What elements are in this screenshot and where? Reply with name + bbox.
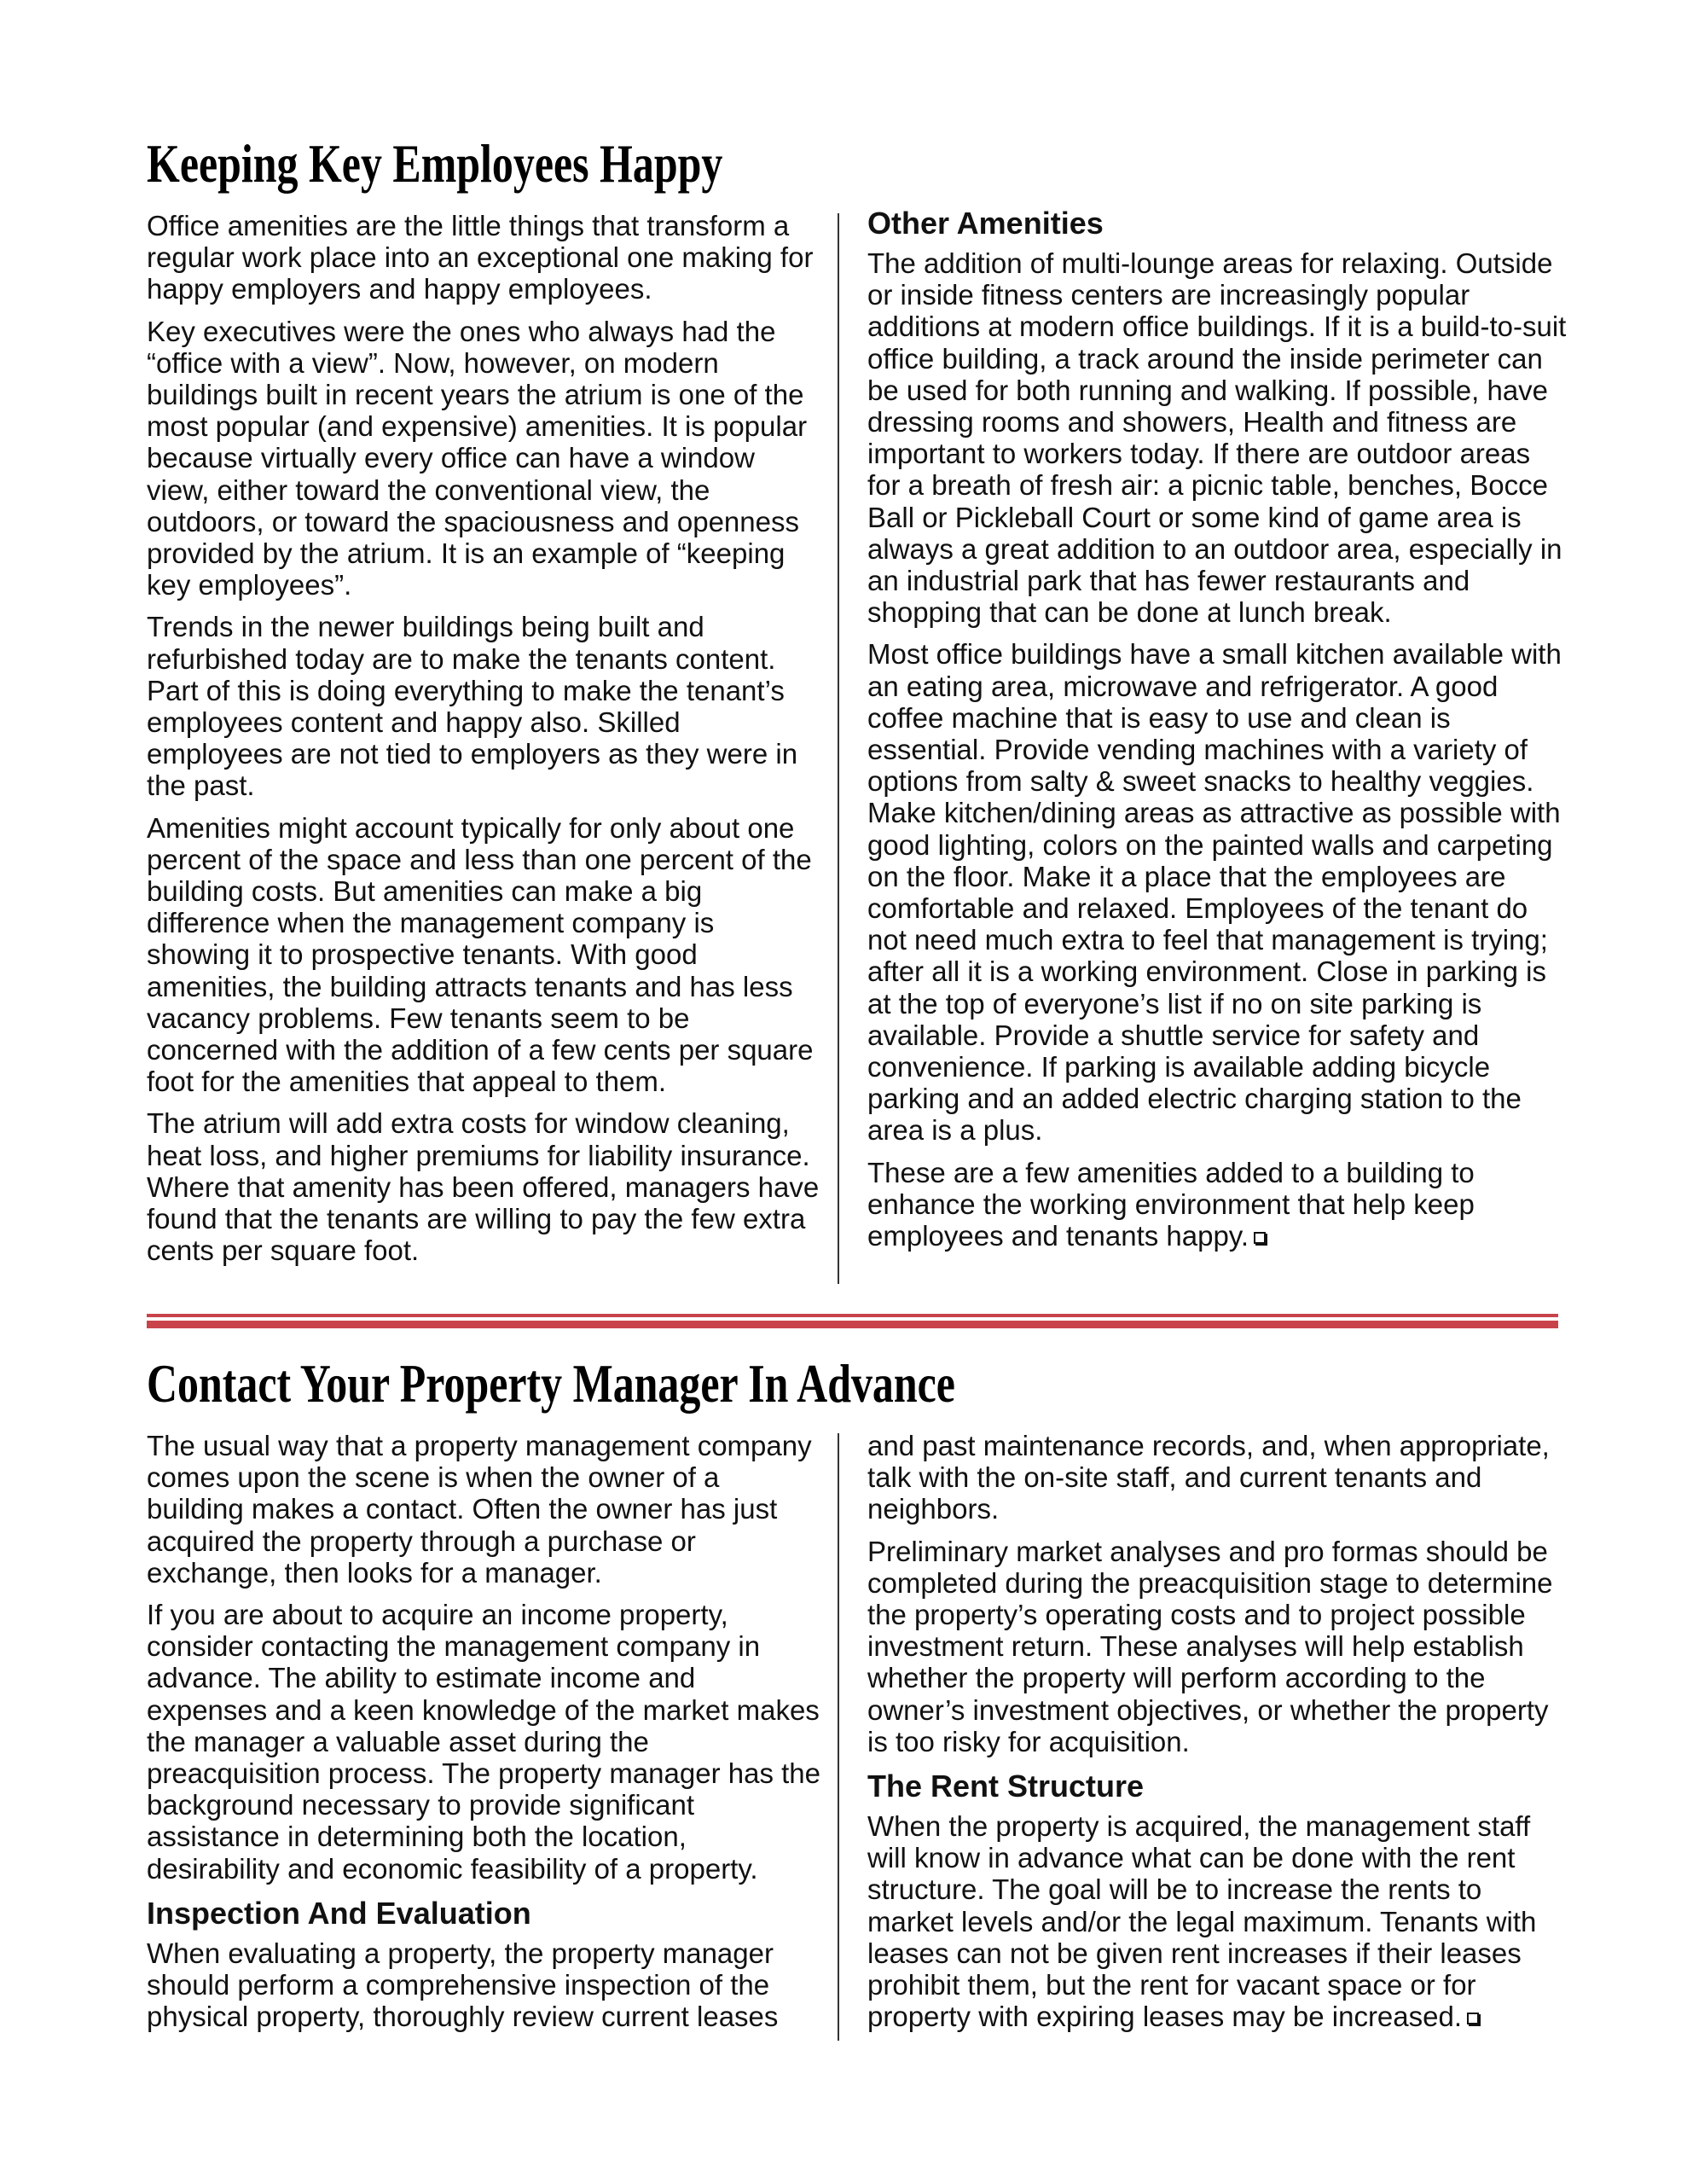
article-title-contact-property-manager: Contact Your Property Manager In Advance [147,1353,955,1414]
paragraph-with-endmark [867,1810,1567,2032]
column-rule [838,213,839,1284]
paragraph-text: These are a few amenities added to a building to enhance the working environment that help keep employees and tenants happy. [867,1156,1475,1252]
paragraph: Office amenities are the little things that transform a regular work place into an exceptional one making for happy employers and happy employees. [147,210,814,305]
section-heading-inspection-evaluation: Inspection And Evaluation [147,1895,531,1931]
paragraph: The usual way that a property management company comes upon the scene is when the owner of a building makes a contact. Often the owner has just acquired the property through a purchase or exchange, then looks for a manager. [147,1430,812,1589]
paragraph: and past maintenance records, and, when appropriate, talk with the on-site staff, and current tenants and neighbors. [867,1430,1550,1525]
end-of-article-box-icon [1467,2013,1479,2024]
article2-right-column [867,1430,1567,2042]
article2-left-column [147,1430,820,2042]
section-divider-thick-bar [147,1321,1558,1328]
article1-right-column [867,205,1567,1262]
paragraph: Key executives were the ones who always had the “office with a view”. Now, however, on modern buildings built in recent years the atrium is one of the most popular (and expensive) amenities. It is popular because virtually every office can have a window view, either toward the conventional view, the outdoors, or toward the spaciousness and openness provided by the atrium. It is an example of “keeping key employees”. [147,315,808,601]
paragraph: Preliminary market analyses and pro formas should be completed during the preacquisition stage to determine the property’s operating costs and to project possible investment return. These analyses will help establish whether the property will perform according to the owner’s investment objectives, or whether the property is too risky for acquisition. [867,1535,1553,1757]
section-heading-rent-structure: The Rent Structure [867,1769,1145,1804]
end-of-article-box-icon [1254,1232,1266,1244]
column-rule [838,1433,839,2041]
paragraph-with-endmark [867,1157,1567,1252]
paragraph: Amenities might account typically for only about one percent of the space and less than one percent of the building costs. But amenities can make a big difference when the management company is showing it to prospective tenants. With good amenities, the building attracts tenants and has less vacancy problems. Few tenants seem to be concerned with the addition of a few cents per square foot for the amenities that appeal to them. [147,811,814,1098]
article-title-keeping-key-employees: Keeping Key Employees Happy [147,133,723,194]
paragraph: When evaluating a property, the property manager should perform a comprehensive inspection of the physical property, thoroughly review current leases [147,1937,779,2033]
paragraph: Trends in the newer buildings being built and refurbished today are to make the tenants content. Part of this is doing everything to make the tenant’s employees content and happy also. Skilled employees are not tied to employers as they were in the past. [147,611,798,802]
paragraph: Most office buildings have a small kitchen available with an eating area, microwave and refrigerator. A good coffee machine that is easy to use and clean is essential. Provide vending machines with a variety of options from salty & sweet snacks to healthy veggies. Make kitchen/dining areas as attractive as possible with good lighting, colors on the painted walls and carpeting on the floor. Make it a place that the employees are comfortable and relaxed. Employees of the tenant do not need much extra to feel that management is trying; after all it is a working environment. Close in parking is at the top of everyone’s list if no on site parking is available. Provide a shuttle service for safety and convenience. If parking is available adding bicycle parking and an added electric charging station to the area is a plus. [867,638,1562,1147]
paragraph: The addition of multi-lounge areas for relaxing. Outside or inside fitness centers are increasingly popular additions at modern office buildings. If it is a build-to-suit office building, a track around the inside perimeter can be used for both running and walking. If possible, have dressing rooms and showers, Health and fitness are important to workers today. If there are outdoor areas for a breath of fresh air: a picnic table, benches, Bocce Ball or Pickleball Court or some kind of game area is always a great addition to an outdoor area, especially in an industrial park that has fewer restaurants and shopping that can be done at lunch break. [867,247,1567,629]
section-heading-other-amenities: Other Amenities [867,206,1104,241]
paragraph: The atrium will add extra costs for window cleaning, heat loss, and higher premiums for liability insurance. Where that amenity has been offered, managers have found that the tenants are willing to pay the few extra cents per square foot. [147,1107,820,1267]
paragraph: If you are about to acquire an income property, consider contacting the management company in advance. The ability to estimate income and expenses and a keen knowledge of the market makes the manager a valuable asset during the preacquisition process. The property manager has the background necessary to provide significant assistance in determining both the location, desirability and economic feasibility of a property. [147,1599,821,1885]
paragraph-text: When the property is acquired, the management staff will know in advance what can be done with the rent structure. The goal will be to increase the rents to market levels and/or the legal maximum. Tenants with leases can not be given rent increases if their leases prohibit them, but the rent for vacant space or for property with expiring leases may be increased. [867,1810,1537,2033]
article1-left-column [147,210,820,1277]
section-divider-thin-line [147,1314,1558,1317]
